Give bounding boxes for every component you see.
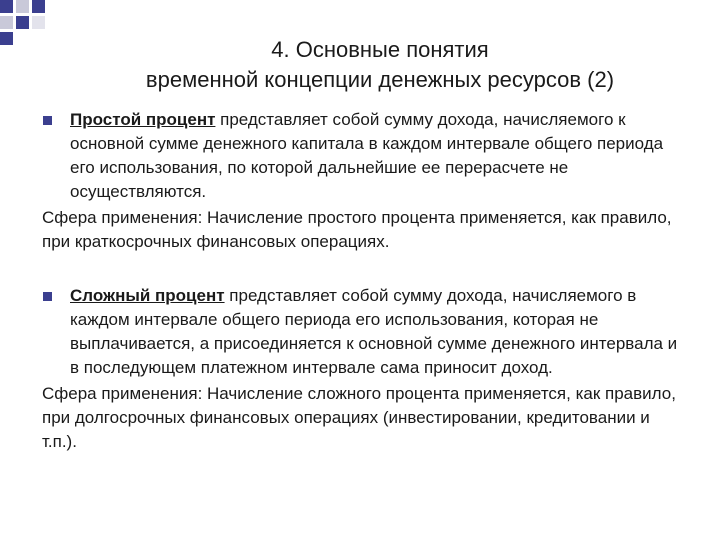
slide-title [100,35,660,95]
deco-square [0,32,13,45]
deco-square [32,0,45,13]
slide-title-line1: 4. Основные понятия [271,37,489,62]
square-bullet-icon [43,292,52,301]
deco-square [16,16,29,29]
deco-square [16,0,29,13]
deco-square [0,16,13,29]
term-simple-interest: Простой процент [70,110,216,129]
slide-title-line2: временной концепции денежных ресурсов (2) [145,67,615,92]
scope-compound-interest: Сфера применения: Начисление сложного процента применяется, как правило, при долгосрочных финансовых операциях (инвестировании, кредитовании и т.п.). [42,384,676,451]
square-bullet-icon [43,116,52,125]
slide-content [42,108,682,454]
definition-simple-interest: представляет собой сумму дохода, начисляемого к основной сумме денежного капитала в каждом интервале общего периода его использования, по которой дальнейшие ее перерасчете не осуществляются. [70,110,664,201]
term-compound-interest: Сложный процент [70,286,225,305]
definition-compound-interest: представляет собой сумму дохода, начисляемого в каждом интервале общего периода его использования, которая не выплачивается, а присоединяется к основной сумме денежного интервала и в последующем платежном интервале сама приносит доход. [70,286,678,377]
bullet-compound-interest [42,284,682,380]
bullet-simple-interest [42,108,682,204]
deco-square [32,16,45,29]
corner-decoration [0,0,60,50]
deco-square [0,0,13,13]
scope-simple-interest: Сфера применения: Начисление простого процента применяется, как правило, при краткосрочных финансовых операциях. [42,208,672,251]
